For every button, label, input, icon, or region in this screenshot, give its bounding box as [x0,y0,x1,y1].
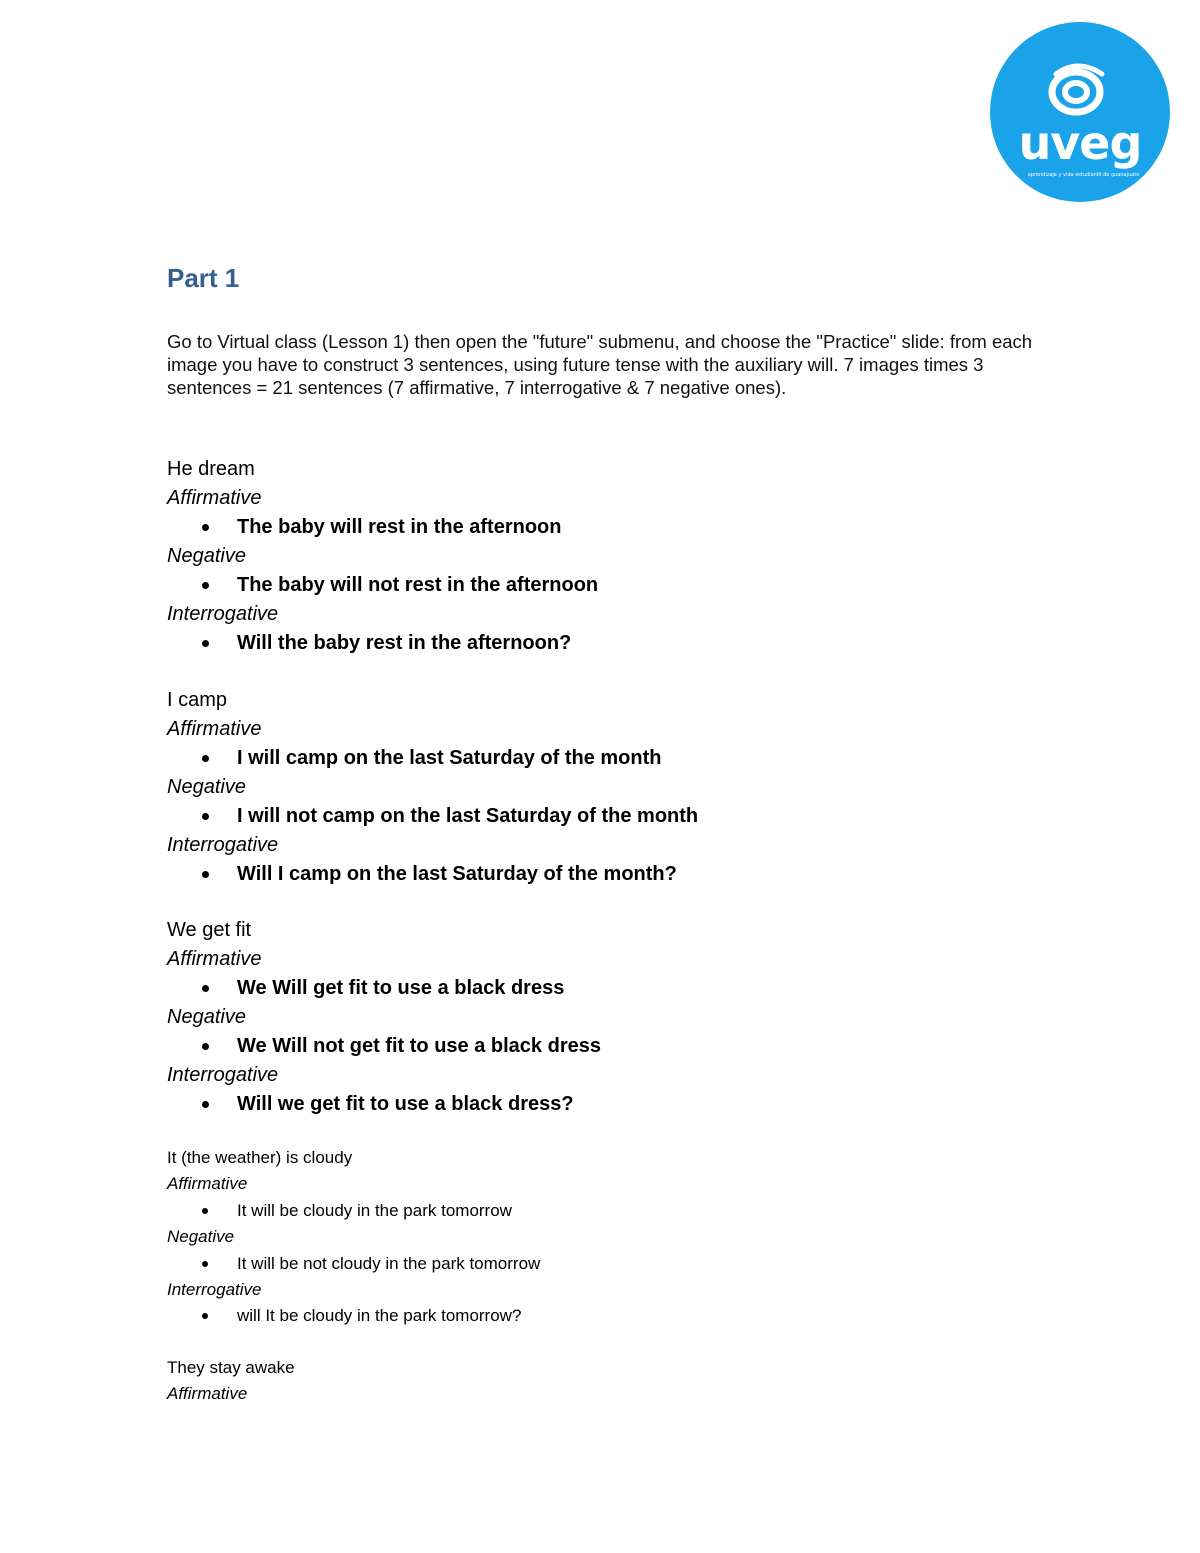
affirmative-sentence [167,513,1067,542]
sentence-text: I will not camp on the last Saturday of the month [237,805,699,827]
affirmative-list [167,1198,1067,1224]
logo-tagline: aprendizaje y vida estudiantil de guanajuato [1027,172,1140,178]
interrogative-list [167,629,1067,658]
interrogative-sentence [167,1303,1067,1329]
affirmative-sentence [167,1198,1067,1224]
interrogative-label: Interrogative [167,603,279,625]
affirmative-label: Affirmative [167,487,262,509]
sentence-text: Will we get fit to use a black dress? [237,1093,574,1115]
negative-list [167,571,1067,600]
section-heading: They stay awake [167,1358,295,1377]
interrogative-sentence [167,1090,1067,1119]
affirmative-sentence [167,744,1067,773]
part-title: Part 1 [167,263,240,293]
negative-sentence [167,802,1067,831]
negative-list [167,802,1067,831]
interrogative-sentence [167,629,1067,658]
negative-label: Negative [167,545,246,567]
negative-label: Negative [167,1227,235,1247]
affirmative-list [167,974,1067,1003]
affirmative-label: Affirmative [167,1174,248,1194]
affirmative-label: Affirmative [167,718,262,740]
section-heading: It (the weather) is cloudy [167,1148,353,1167]
sentence-text: The baby will rest in the afternoon [237,516,562,538]
sentence-text: will It be cloudy in the park tomorrow? [237,1306,522,1326]
interrogative-sentence [167,860,1067,889]
logo-wordmark: uveg [1018,116,1142,170]
sentence-text: We Will not get fit to use a black dress [237,1035,601,1057]
negative-label: Negative [167,776,246,798]
interrogative-list [167,1090,1067,1119]
section-heading: We get fit [167,919,252,941]
affirmative-label: Affirmative [167,1384,248,1404]
negative-sentence [167,571,1067,600]
uveg-logo [990,22,1170,202]
interrogative-label: Interrogative [167,1280,262,1300]
exercise-section-4 [167,1145,1067,1330]
negative-list [167,1251,1067,1277]
negative-sentence [167,1251,1067,1277]
negative-sentence [167,1032,1067,1061]
interrogative-list [167,1303,1067,1329]
interrogative-label: Interrogative [167,834,279,856]
affirmative-list [167,513,1067,542]
exercise-section-1 [167,455,1067,658]
affirmative-label: Affirmative [167,948,262,970]
exercise-section-2 [167,686,1067,889]
negative-list [167,1032,1067,1061]
interrogative-list [167,860,1067,889]
sentence-text: We Will get fit to use a black dress [237,977,565,999]
sentence-text: Will I camp on the last Saturday of the month? [237,863,677,885]
sentence-text: It will be cloudy in the park tomorrow [237,1200,512,1220]
sentence-text: The baby will not rest in the afternoon [237,574,599,596]
affirmative-list [167,744,1067,773]
exercise-section-3 [167,916,1067,1119]
affirmative-sentence [167,974,1067,1003]
instructions-paragraph: Go to Virtual class (Lesson 1) then open the "future" submenu, and choose the "Practice" slide: from each image you have to construct 3 sentences, using future tense with the auxiliary will. 7 images times 3 sentences = 21 sentences (7 affirmative, 7 interrogative & 7 negative ones). [167,331,1033,398]
sentence-text: Will the baby rest in the afternoon? [237,632,572,654]
negative-label: Negative [167,1006,246,1028]
section-heading: I camp [167,689,228,711]
exercise-section-5 [167,1355,1067,1408]
sentence-text: I will camp on the last Saturday of the month [237,747,662,769]
sentence-text: It will be not cloudy in the park tomorrow [237,1253,541,1273]
interrogative-label: Interrogative [167,1064,279,1086]
section-heading: He dream [167,458,255,480]
